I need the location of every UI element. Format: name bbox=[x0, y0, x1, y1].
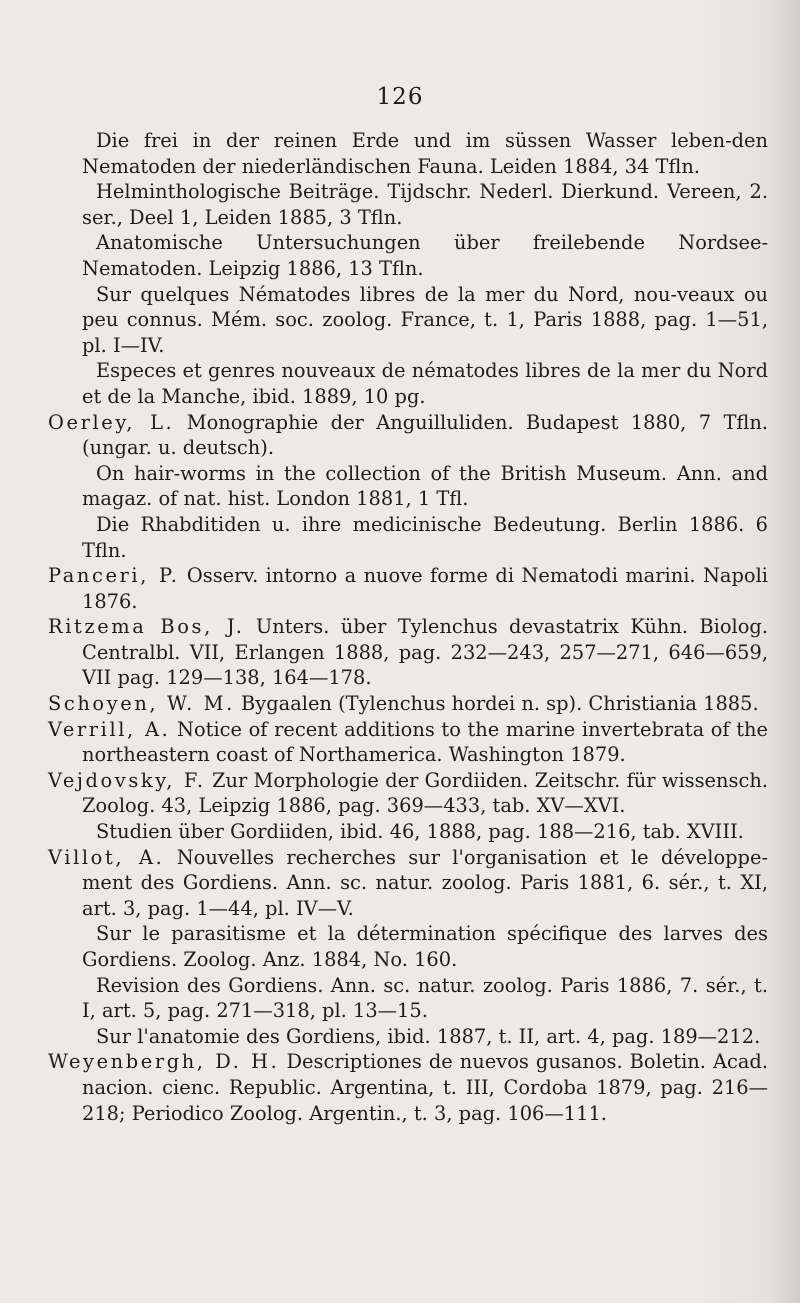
work-citation: Revision des Gordiens. Ann. sc. natur. zoolog. Paris 1886, 7. sér., t. I, art. 5, pag. 271—318, pl. 13—15. bbox=[82, 973, 768, 1023]
author-name: Weyenbergh, D. H. bbox=[48, 1050, 280, 1074]
bibliography-entry bbox=[48, 1049, 768, 1126]
entry-first-line bbox=[48, 410, 768, 461]
work-citation: Bygaalen (Tylenchus hordei n. sp). Christiania 1885. bbox=[241, 692, 759, 716]
bibliography-entry bbox=[48, 717, 768, 768]
work-citation: Sur l'anatomie des Gordiens, ibid. 1887, t. II, art. 4, pag. 189—212. bbox=[96, 1024, 761, 1048]
entry-first-line bbox=[48, 768, 768, 819]
work-citation: Descriptiones de nuevos gusanos. Boletin. Acad. nacion. cienc. Republic. Argentina, t. III, Cordoba 1879, pag. 216—218; Periodico Zoolog. Argentin., t. 3, pag. 106—111. bbox=[82, 1050, 768, 1125]
work-citation: Monographie der Anguilluliden. Budapest 1880, 7 Tfln. (ungar. u. deutsch). bbox=[82, 410, 768, 460]
bibliography-entry bbox=[48, 614, 768, 691]
entry-first-line bbox=[48, 1049, 768, 1126]
bibliography-entry bbox=[48, 410, 768, 564]
work-citation: Die Rhabditiden u. ihre medicinische Bedeutung. Berlin 1886. 6 Tfln. bbox=[82, 512, 768, 562]
work-citation: Sur quelques Nématodes libres de la mer du Nord, nou-veaux ou peu connus. Mém. soc. zoolog. France, t. 1, Paris 1888, pag. 1—51, pl. I—IV. bbox=[82, 282, 768, 357]
entry-first-line bbox=[48, 845, 768, 922]
bibliography-entry bbox=[48, 691, 768, 717]
work-citation: Helminthologische Beiträge. Tijdschr. Nederl. Dierkund. Vereen, 2. ser., Deel 1, Leiden 1885, 3 Tfln. bbox=[82, 180, 768, 229]
work-citation: Zur Morphologie der Gordiiden. Zeitschr. für wissensch. Zoolog. 43, Leipzig 1886, pag. 369—433, tab. XV—XVI. bbox=[82, 768, 768, 818]
work-citation: Especes et genres nouveaux de nématodes libres de la mer du Nord et de la Manche, ibid. 1889, 10 pg. bbox=[82, 359, 768, 408]
author-name: Schoyen, W. M. bbox=[48, 692, 235, 716]
author-name: Vejdovsky, F. bbox=[48, 768, 206, 792]
author-name: Panceri, P. bbox=[48, 564, 180, 588]
author-name: Oerley, L. bbox=[48, 410, 175, 434]
work-citation: Anatomische Untersuchungen über freilebende Nordsee-Nematoden. Leipzig 1886, 13 Tfln. bbox=[82, 231, 768, 280]
work-citation: Nouvelles recherches sur l'organisation et le développe-ment des Gordiens. Ann. sc. natur. zoolog. Paris 1881, 6. sér., t. XI, art. 3, pag. 1—44, pl. IV—V. bbox=[82, 845, 768, 920]
author-name: Villot, A. bbox=[48, 845, 165, 869]
entry-first-line bbox=[48, 614, 768, 691]
work-citation: On hair-worms in the collection of the British Museum. Ann. and magaz. of nat. hist. London 1881, 1 Tfl. bbox=[82, 461, 768, 511]
entry-first-line bbox=[48, 691, 768, 717]
author-name: Ritzema Bos, J. bbox=[48, 615, 245, 639]
work-citation: Die frei in der reinen Erde und im süssen Wasser leben-den Nematoden der niederländischen Fauna. Leiden 1884, 34 Tfln. bbox=[82, 129, 768, 178]
bibliography-list bbox=[48, 128, 768, 1126]
page-number: 126 bbox=[376, 84, 424, 110]
bibliography-entry bbox=[48, 845, 768, 1050]
bibliography-entry bbox=[48, 563, 768, 614]
author-name: Verrill, A. bbox=[48, 717, 171, 741]
work-citation: Osserv. intorno a nuove forme di Nematodi marini. Napoli 1876. bbox=[82, 564, 768, 613]
bibliography-entry bbox=[48, 768, 768, 845]
work-citation: Notice of recent additions to the marine invertebrata of the northeastern coast of Northamerica. Washington 1879. bbox=[82, 717, 768, 767]
work-citation: Unters. über Tylenchus devastatrix Kühn. Biolog. Centralbl. VII, Erlangen 1888, pag. 232—243, 257—271, 646—659, VII pag. 129—138, 164—178. bbox=[82, 615, 769, 690]
work-citation: Studien über Gordiiden, ibid. 46, 1888, pag. 188—216, tab. XVIII. bbox=[96, 820, 744, 844]
work-citation: Sur le parasitisme et la détermination spécifique des larves des Gordiens. Zoolog. Anz. 1884, No. 160. bbox=[82, 922, 768, 971]
entry-first-line bbox=[48, 563, 768, 614]
bibliography-entry bbox=[48, 128, 768, 410]
entry-first-line bbox=[48, 717, 768, 768]
